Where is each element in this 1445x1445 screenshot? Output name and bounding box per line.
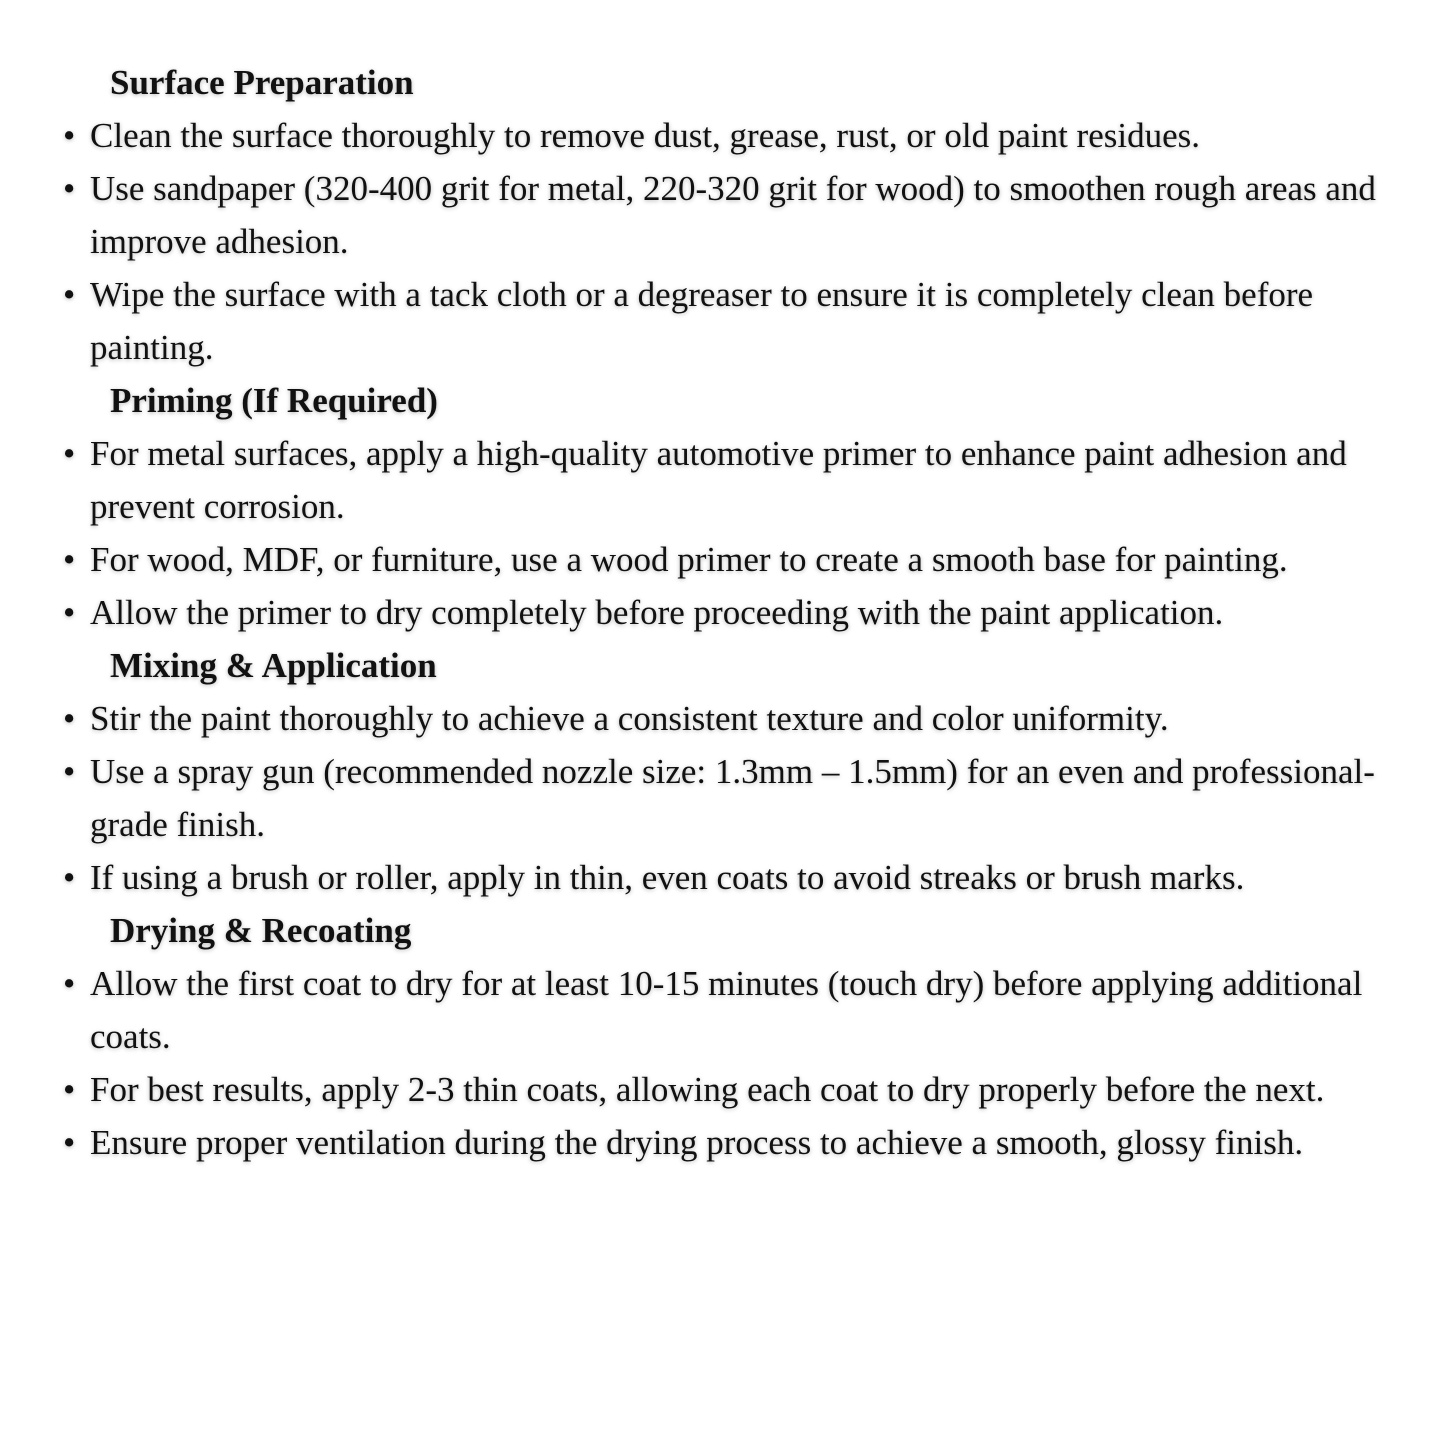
bullet-icon: • (63, 699, 76, 738)
list-item (0, 745, 1445, 851)
list-item (0, 268, 1445, 374)
list-item-text: Use sandpaper (320-400 grit for metal, 220-320 grit for wood) to smoothen rough areas and improve adhesion. (90, 169, 1376, 261)
bullet-icon: • (63, 1123, 76, 1162)
bullet-icon: • (63, 1070, 76, 1109)
drying-recoating-list (0, 957, 1445, 1169)
priming-list (0, 427, 1445, 639)
bullet-icon: • (63, 752, 76, 791)
bullet-icon: • (63, 275, 76, 314)
surface-preparation-list (0, 109, 1445, 374)
bullet-icon: • (63, 858, 76, 897)
list-item-text: Wipe the surface with a tack cloth or a degreaser to ensure it is completely clean before painting. (90, 275, 1314, 367)
list-item (0, 533, 1445, 586)
section-title-drying-recoating: Drying & Recoating (110, 911, 412, 950)
bullet-icon: • (63, 540, 76, 579)
list-item-text: Stir the paint thoroughly to achieve a consistent texture and color uniformity. (90, 699, 1169, 738)
list-item (0, 427, 1445, 533)
section-title-mixing-application: Mixing & Application (110, 646, 437, 685)
bullet-icon: • (63, 593, 76, 632)
list-item (0, 851, 1445, 904)
list-item-text: For metal surfaces, apply a high-quality automotive primer to enhance paint adhesion and prevent corrosion. (90, 434, 1347, 526)
list-item-text: Ensure proper ventilation during the drying process to achieve a smooth, glossy finish. (90, 1123, 1304, 1162)
list-item (0, 586, 1445, 639)
list-item (0, 1116, 1445, 1169)
list-item-text: Allow the primer to dry completely before proceeding with the paint application. (90, 593, 1224, 632)
list-item-text: If using a brush or roller, apply in thin, even coats to avoid streaks or brush marks. (90, 858, 1245, 897)
section-title-surface-preparation: Surface Preparation (110, 63, 414, 102)
section-title-priming: Priming (If Required) (110, 381, 438, 420)
list-item-text: Clean the surface thoroughly to remove dust, grease, rust, or old paint residues. (90, 116, 1200, 155)
bullet-icon: • (63, 169, 76, 208)
bullet-icon: • (63, 116, 76, 155)
list-item (0, 109, 1445, 162)
bullet-icon: • (63, 434, 76, 473)
list-item (0, 1063, 1445, 1116)
list-item-text: For best results, apply 2-3 thin coats, allowing each coat to dry properly before the next. (90, 1070, 1325, 1109)
list-item-text: Use a spray gun (recommended nozzle size: 1.3mm – 1.5mm) for an even and professional-grade finish. (90, 752, 1375, 844)
list-item (0, 162, 1445, 268)
mixing-application-list (0, 692, 1445, 904)
list-item-text: Allow the first coat to dry for at least 10-15 minutes (touch dry) before applying additional coats. (90, 964, 1363, 1056)
list-item (0, 692, 1445, 745)
list-item-text: For wood, MDF, or furniture, use a wood primer to create a smooth base for painting. (90, 540, 1288, 579)
bullet-icon: • (63, 964, 76, 1003)
instructions-document (0, 56, 1445, 1169)
list-item (0, 957, 1445, 1063)
